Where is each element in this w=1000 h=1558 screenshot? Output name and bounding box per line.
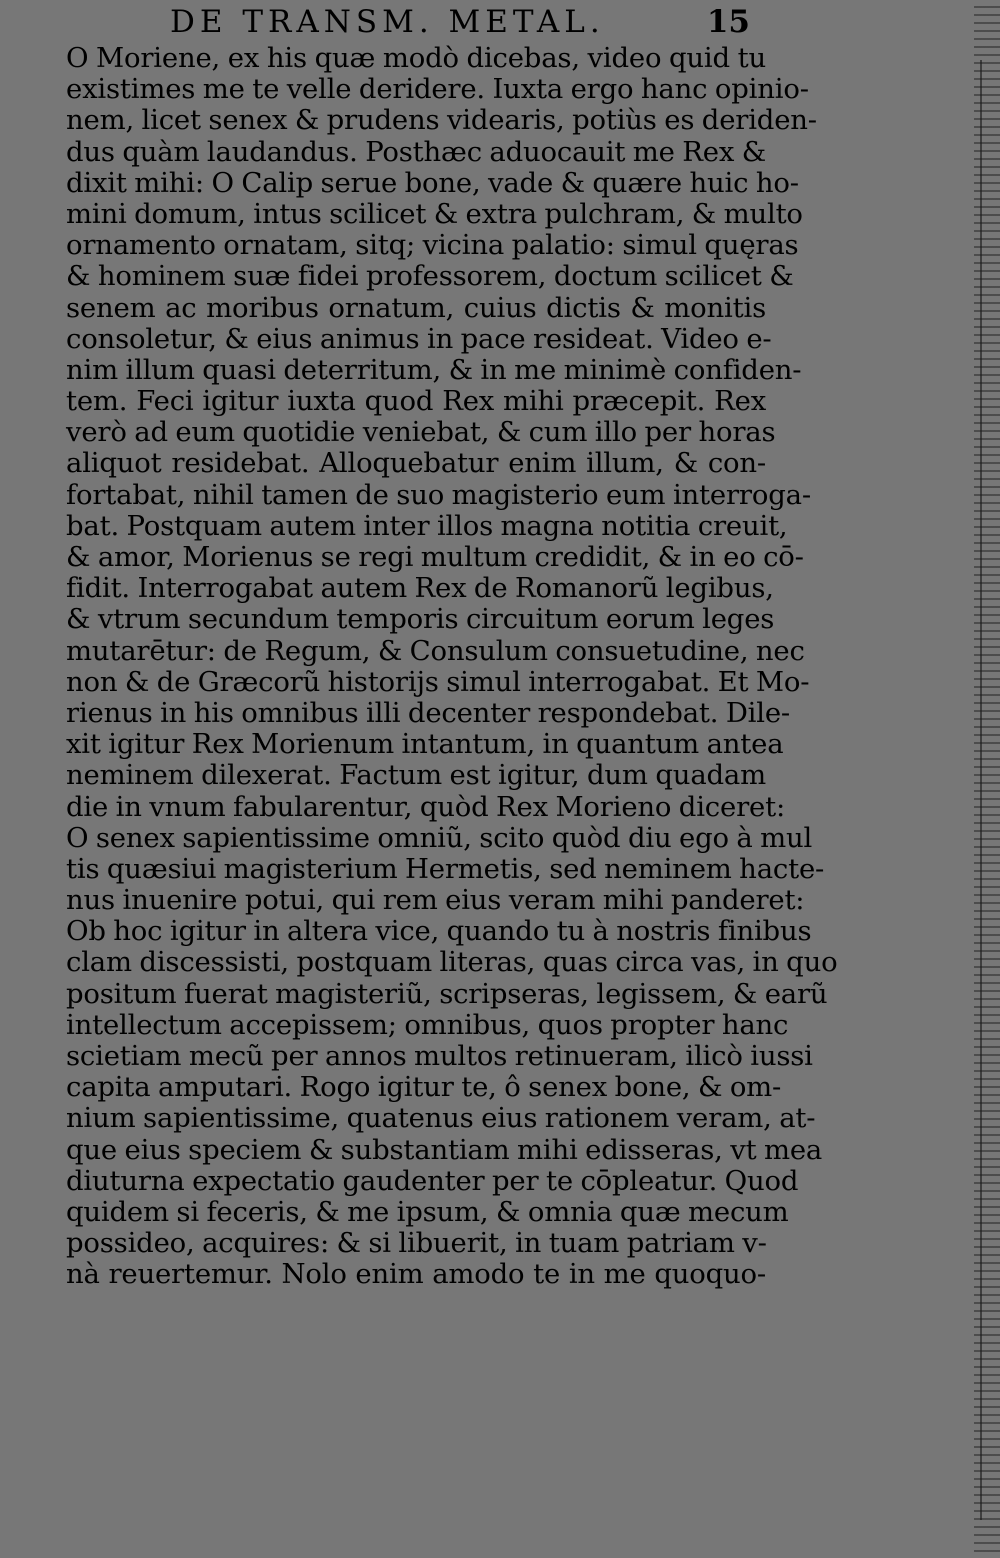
text-line: fidit. Interrogabat autem Rex de Romanorũ legibus, xyxy=(66,572,774,605)
text-line: clam discessisti, postquam literas, quas circa vas, in quo xyxy=(66,946,838,979)
text-line: O Moriene, ex his quæ modò dicebas, video quid tu xyxy=(66,42,766,74)
text-line: dixit mihi: O Calip serue bone, vade & quære huic ho- xyxy=(66,166,799,199)
text-line: senem ac moribus ornatum, cuius dictis & monitis xyxy=(66,291,766,324)
text-line: & amor, Morienus se regi multum credidit, & in eo cō- xyxy=(66,541,804,573)
text-line: fortabat, nihil tamen de suo magisterio eum interroga- xyxy=(66,478,811,511)
text-line: mutarētur: de Regum, & Consulum consuetudine, nec xyxy=(66,634,805,667)
text-line: nus inuenire potui, qui rem eius veram mihi panderet: xyxy=(66,884,805,917)
text-line: dus quàm laudandus. Posthæc aduocauit me Rex & xyxy=(66,135,766,168)
text-line: scietiam mecũ per annos multos retinueram, ilicò iussi xyxy=(66,1040,813,1072)
text-line: mini domum, intus scilicet & extra pulchram, & multo xyxy=(66,197,803,230)
page-number: 15 xyxy=(706,4,750,40)
text-line: nà reuertemur. Nolo enim amodo te in me quoquo- xyxy=(66,1258,766,1291)
gutter-rule xyxy=(980,60,982,1520)
text-line: & hominem suæ fidei professorem, doctum scilicet & xyxy=(66,260,794,293)
text-line: nem, licet senex & prudens videaris, potiùs es deriden- xyxy=(66,104,817,137)
text-line: O senex sapientissime omniũ, scito quòd diu ego à mul xyxy=(66,821,813,854)
text-line: tem. Feci igitur iuxta quod Rex mihi præcepit. Rex xyxy=(66,385,766,418)
running-head: DE TRANSM. METAL. xyxy=(170,4,605,40)
text-line: existimes me te velle deridere. Iuxta ergo hanc opinio- xyxy=(66,73,809,106)
text-line: que eius speciem & substantiam mihi edisseras, vt mea xyxy=(66,1133,823,1166)
text-line: non & de Græcorũ historijs simul interrogabat. Et Mo- xyxy=(66,665,810,698)
text-line: quidem si feceris, & me ipsum, & omnia quæ mecum xyxy=(66,1195,789,1228)
page-header xyxy=(170,2,770,42)
text-line: possideo, acquires: & si libuerit, in tuam patriam v- xyxy=(66,1227,767,1260)
text-line: rienus in his omnibus illi decenter respondebat. Dile- xyxy=(66,696,791,729)
text-line: positum fuerat magisteriũ, scripseras, legissem, & earũ xyxy=(66,977,828,1010)
text-line: die in vnum fabularentur, quòd Rex Morieno diceret: xyxy=(66,790,786,823)
text-line: diuturna expectatio gaudenter per te cōpleatur. Quod xyxy=(66,1164,799,1197)
text-line: & vtrum secundum temporis circuitum eorum leges xyxy=(66,603,775,636)
text-line: neminem dilexerat. Factum est igitur, dum quadam xyxy=(66,759,766,792)
text-line: capita amputari. Rogo igitur te, ô senex bone, & om- xyxy=(66,1071,782,1104)
text-line: Ob hoc igitur in altera vice, quando tu à nostris finibus xyxy=(66,915,812,948)
text-line: nim illum quasi deterritum, & in me minimè confiden- xyxy=(66,353,802,386)
text-line: xit igitur Rex Morienum intantum, in quantum antea xyxy=(66,728,784,761)
body-text xyxy=(66,42,838,1291)
text-line: intellectum accepissem; omnibus, quos propter hanc xyxy=(66,1008,789,1041)
text-line: bat. Postquam autem inter illos magna notitia creuit, xyxy=(66,509,788,542)
text-line: nium sapientissime, quatenus eius rationem veram, at- xyxy=(66,1102,816,1135)
text-line: ornamento ornatam, sitq; vicina palatio: simul quęras xyxy=(66,229,799,262)
text-line: tis quæsiui magisterium Hermetis, sed neminem hacte- xyxy=(66,852,825,885)
text-line: aliquot residebat. Alloquebatur enim illum, & con- xyxy=(66,447,766,480)
page-edge-gutter xyxy=(974,0,1000,1558)
text-line: consoletur, & eius animus in pace resideat. Video e- xyxy=(66,322,772,355)
text-line: verò ad eum quotidie veniebat, & cum illo per horas xyxy=(66,416,776,449)
